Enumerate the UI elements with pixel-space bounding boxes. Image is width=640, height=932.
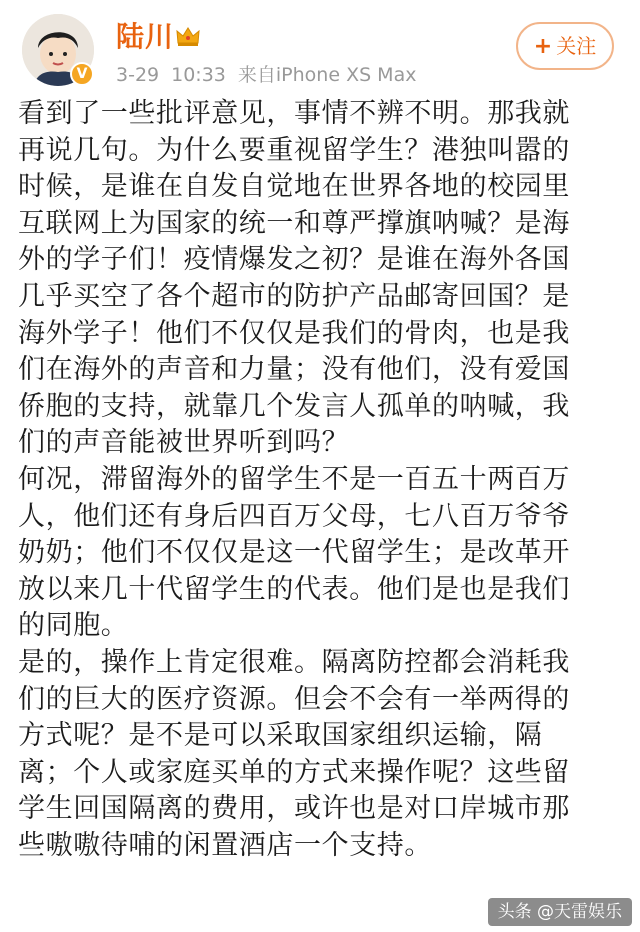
watermark: 头条 @天雷娱乐	[488, 898, 632, 926]
verified-badge-icon: V	[70, 62, 94, 86]
post-paragraph-2: 何况，滞留海外的留学生不是一百五十两百万 人，他们还有身后四百万父母，七八百万爷爷 奶奶；他们不仅仅是这一代留学生；是改革开 放以来几十代留学生的代表。他们是也是我们 的同胞。	[18, 463, 570, 642]
plus-icon: +	[533, 34, 553, 59]
username[interactable]: 陆川	[116, 20, 175, 53]
post-meta	[116, 63, 416, 87]
post-content	[18, 96, 626, 864]
post-source: 来自iPhone XS Max	[237, 64, 417, 86]
follow-button[interactable]	[516, 22, 614, 70]
post-paragraph-1: 看到了一些批评意见，事情不辨不明。那我就 再说几句。为什么要重视留学生？港独叫嚣的 时候，是谁在自发自觉地在世界各地的校园里 互联网上为国家的统一和尊严撑旗呐喊？是海 外的学子们！疫情爆发之初？是谁在海外各国 几乎买空了各个超市的防护产品邮寄回国？是 海外学子！他们不仅仅是我们的骨肉，也是我 们在海外的声音和力量；没有他们，没有爱国 侨胞的支持，就靠几个发言人孤单的呐喊，我 们的声音能被世界听到吗？	[18, 98, 570, 459]
post-paragraph-3: 是的，操作上肯定很难。隔离防控都会消耗我 们的巨大的医疗资源。但会不会有一举两得的 方式呢？是不是可以采取国家组织运输，隔 离；个人或家庭买单的方式来操作呢？这些留 学生回国隔离的费用，或许也是对口岸城市那 些嗷嗷待哺的闲置酒店一个支持。	[18, 646, 570, 861]
follow-label: 关注	[556, 34, 597, 58]
post-header	[0, 0, 640, 96]
post-time: 10:33	[171, 64, 226, 86]
crown-icon	[174, 22, 202, 50]
post-date: 3-29	[116, 64, 160, 86]
